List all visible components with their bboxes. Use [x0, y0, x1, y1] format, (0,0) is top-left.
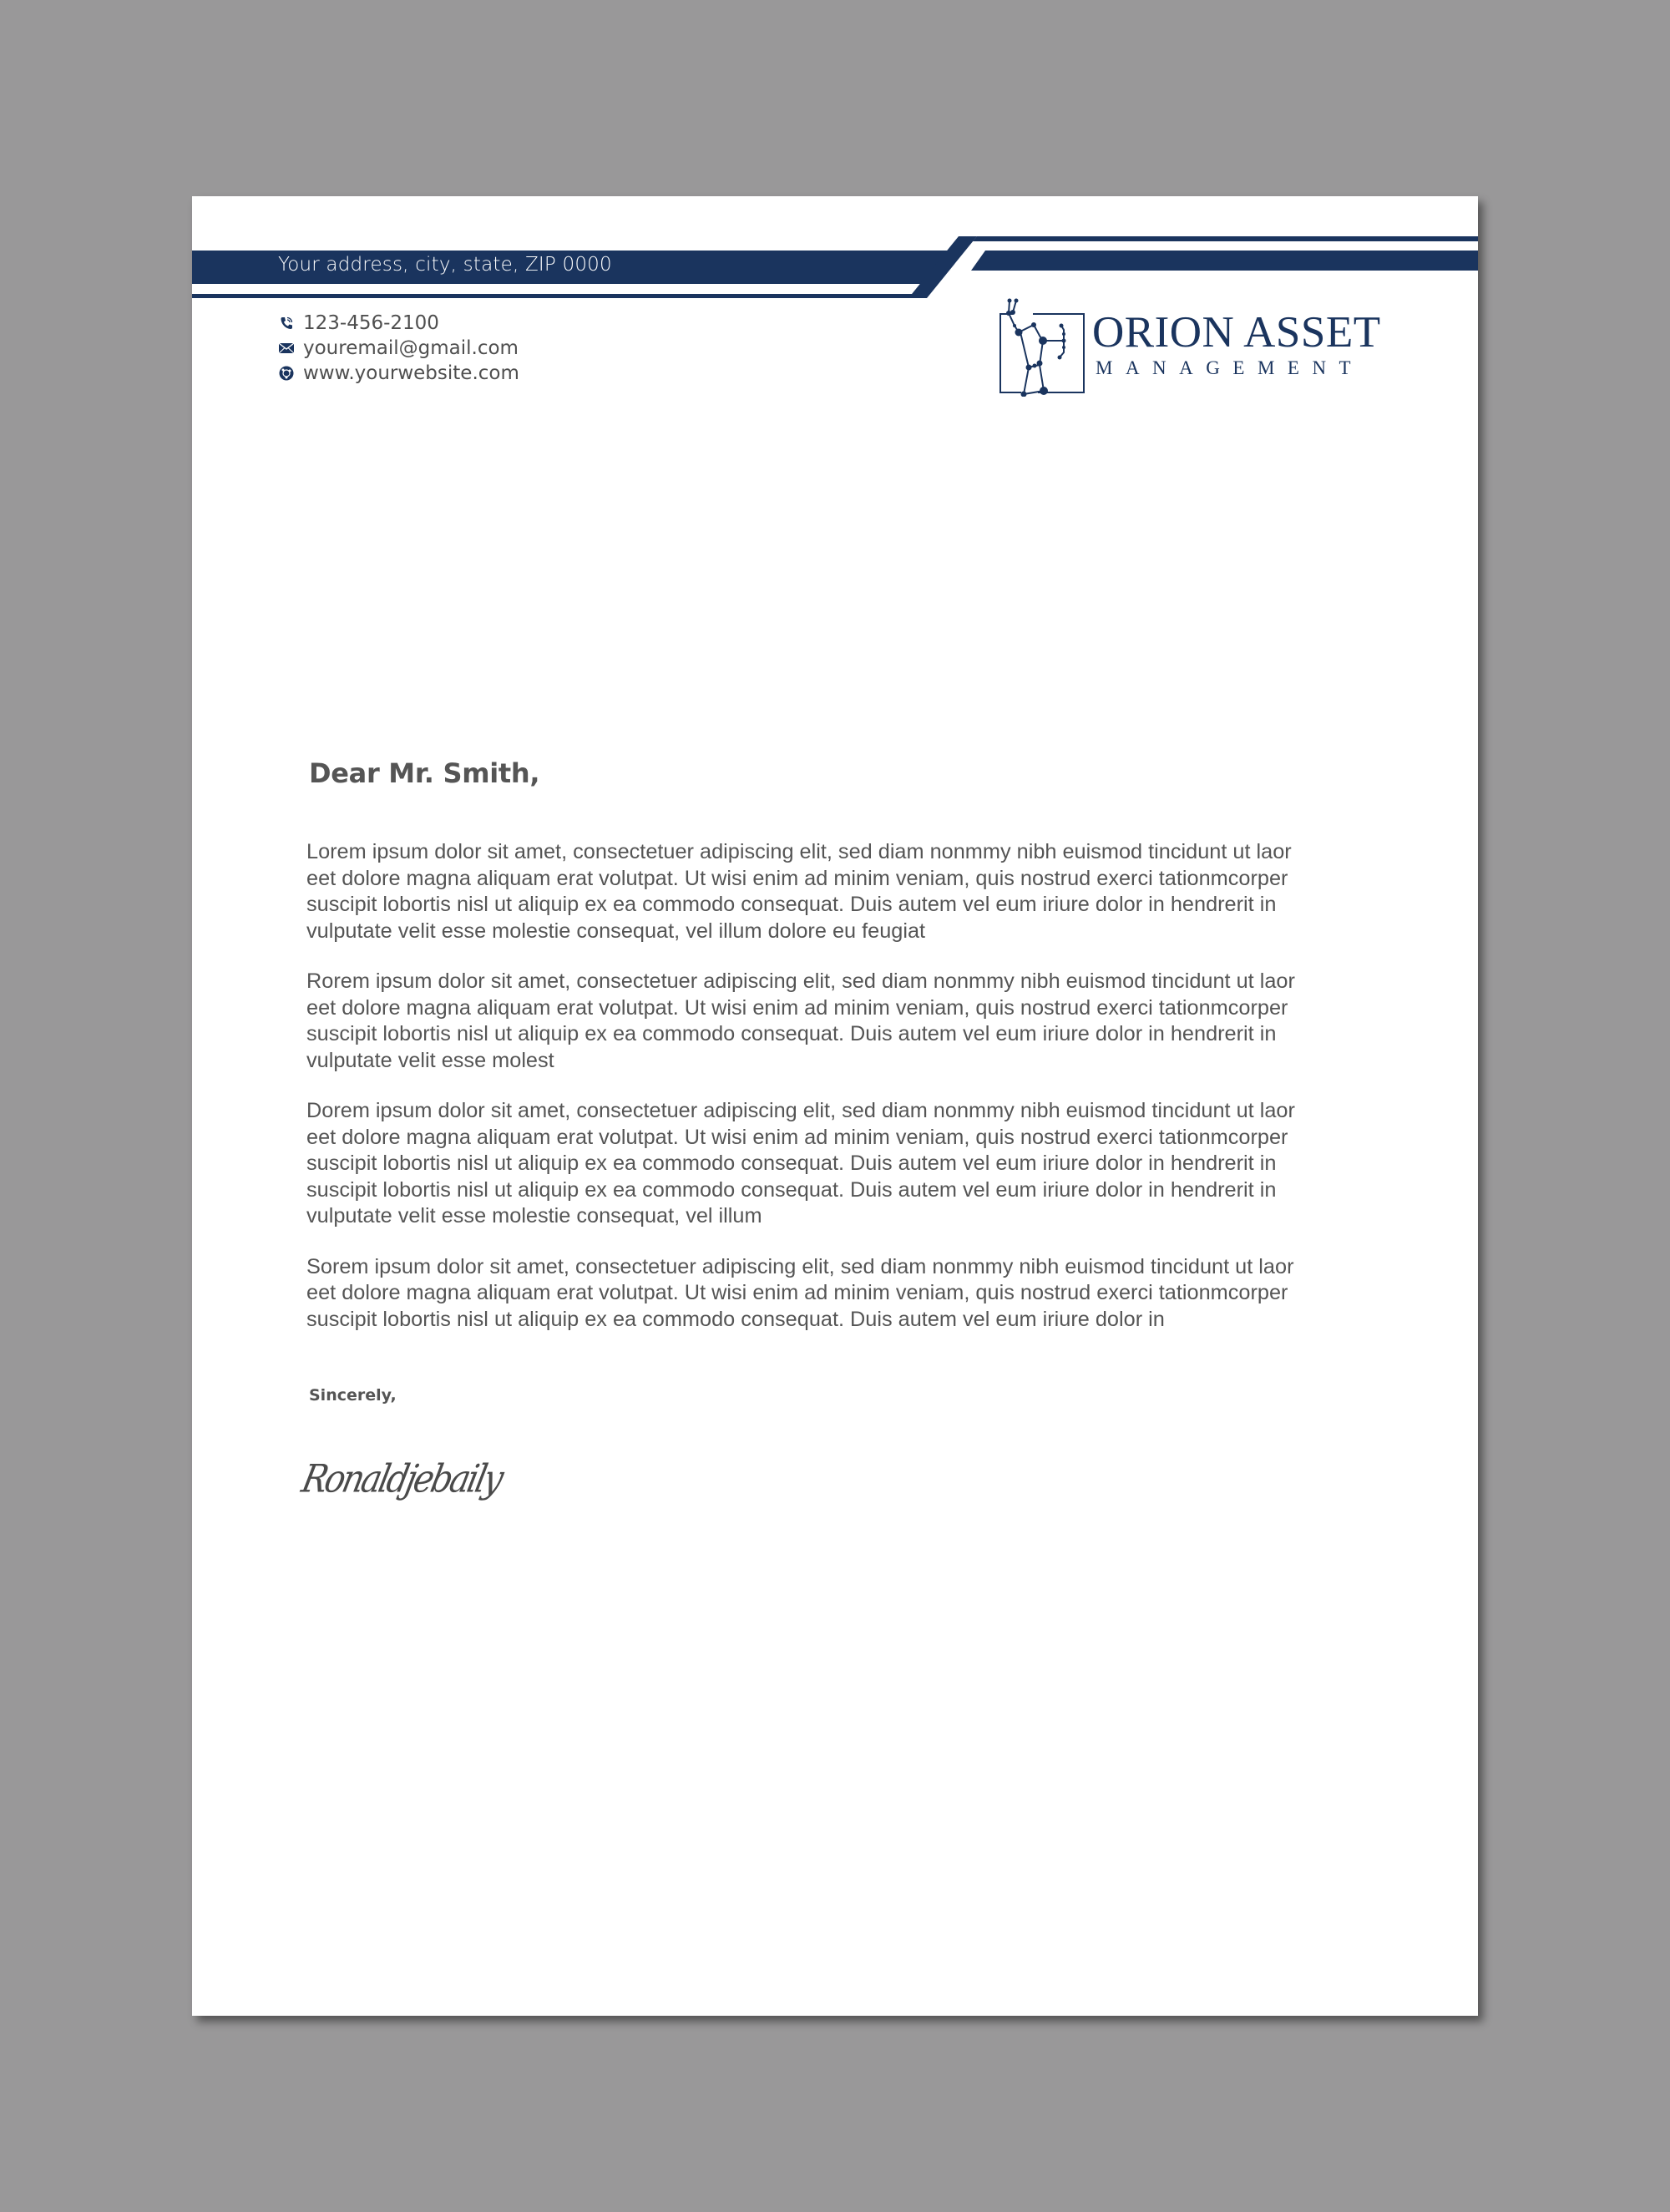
- left-thin-line: [192, 294, 920, 298]
- contact-email: [278, 336, 519, 361]
- signature: Ronaldjebaily: [297, 1457, 505, 1501]
- paragraph: Rorem ipsum dolor sit amet, consectetuer adipiscing elit, sed diam nonmmy nibh euismod tincidunt ut laor eet dolore magna aliquam erat volutpat. Ut wisi enim ad minim veniam, quis nostrud exerci tationmcorper suscipit lobortis nisl ut aliquip ex ea commodo consequat. Duis autem vel eum iriure dolor in hendrerit in vulputate velit esse molest: [306, 969, 1295, 1072]
- right-thin-line: [973, 236, 1478, 241]
- contact-website: [278, 361, 519, 386]
- website-link[interactable]: www.yourwebsite.com: [303, 362, 519, 384]
- logo-subtitle: MANAGEMENT: [1096, 357, 1364, 378]
- logo-title: ORION ASSET: [1092, 308, 1381, 357]
- phone-number[interactable]: 123-456-2100: [303, 312, 439, 334]
- envelope-icon: [278, 340, 295, 357]
- letter-body: [306, 839, 1367, 1357]
- paragraph: Lorem ipsum dolor sit amet, consectetuer adipiscing elit, sed diam nonmmy nibh euismod tincidunt ut laor eet dolore magna aliquam erat volutpat. Ut wisi enim ad minim veniam, quis nostrud exerci tationmcorper suscipit lobortis nisl ut aliquip ex ea commodo consequat. Duis autem vel eum iriure dolor in hendrerit in vulputate velit esse molestie consequat, vel illum dolore eu feugiat: [306, 840, 1292, 943]
- right-thick-band: [971, 251, 1478, 271]
- letterhead-page: [192, 196, 1478, 2016]
- contact-phone: [278, 311, 519, 336]
- paragraph: Sorem ipsum dolor sit amet, consectetuer adipiscing elit, sed diam nonmmy nibh euismod tincidunt ut laor eet dolore magna aliquam erat volutpat. Ut wisi enim ad minim veniam, quis nostrud exerci tationmcorper suscipit lobortis nisl ut aliquip ex ea commodo consequat. Duis autem vel eum iriure dolor in: [306, 1254, 1294, 1331]
- contact-list: [278, 311, 519, 386]
- salutation: Dear Mr. Smith,: [309, 757, 540, 789]
- address-text: Your address, city, state, ZIP 0000: [278, 254, 612, 276]
- paragraph: Dorem ipsum dolor sit amet, consectetuer adipiscing elit, sed diam nonmmy nibh euismod tincidunt ut laor eet dolore magna aliquam erat volutpat. Ut wisi enim ad minim veniam, quis nostrud exerci tationmcorper suscipit lobortis nisl ut aliquip ex ea commodo consequat. Duis autem vel eum iriure dolor in hendrerit in suscipit lobortis nisl ut aliquip ex ea commodo consequat. Duis autem vel eum iriure dolor in hendrerit in vulputate velit esse molestie consequat, vel illum: [306, 1099, 1295, 1227]
- globe-icon: [278, 365, 295, 382]
- orion-constellation-icon: [998, 292, 1090, 397]
- phone-icon: [278, 315, 295, 332]
- company-logo: [998, 292, 1399, 401]
- closing: Sincerely,: [309, 1386, 397, 1405]
- email-link[interactable]: youremail@gmail.com: [303, 337, 519, 359]
